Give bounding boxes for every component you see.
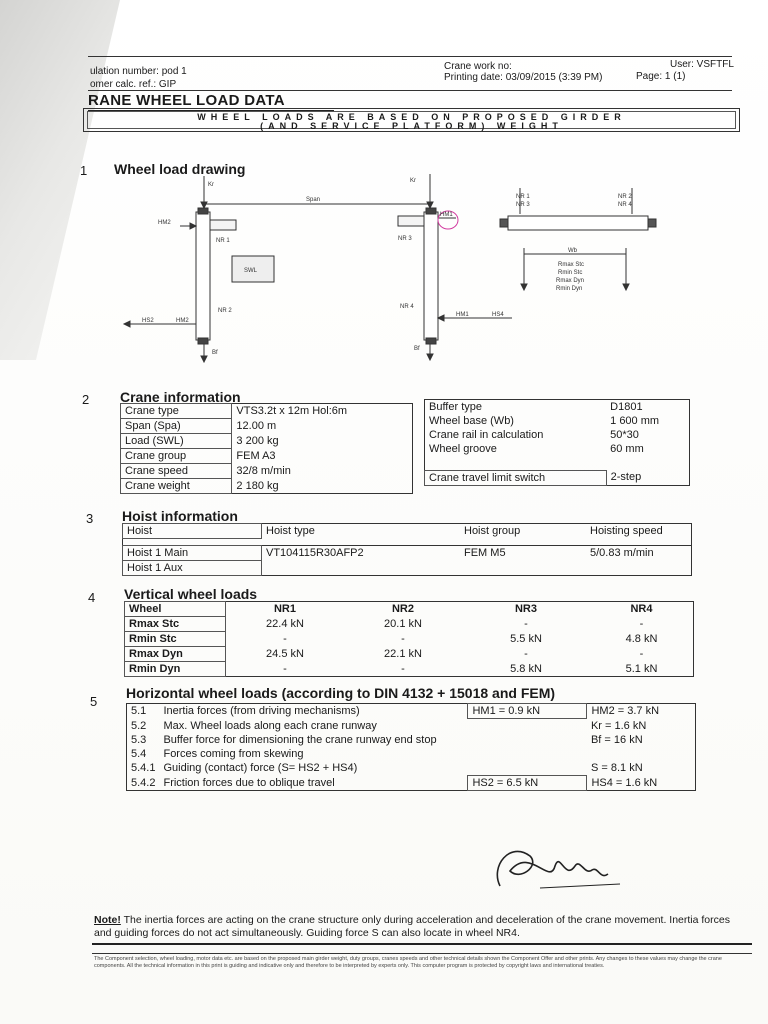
table-row: 5.1 Inertia forces (from driving mechanisms) HM1 = 0.9 kN HM2 = 3.7 kN [131, 705, 660, 718]
section-2-number: 2 [82, 392, 90, 407]
table-row: 5.3 Buffer force for dimensioning the crane runway end stop Bf = 16 kN [131, 734, 643, 746]
side-label-nr2: NR 2 [618, 194, 632, 200]
label-hs2: HS2 [142, 318, 154, 324]
hoist-info-table [122, 523, 692, 576]
table-row: Buffer type D1801 [429, 401, 643, 413]
table-row: Crane speed 32/8 m/min [121, 464, 413, 479]
label-rmax-dyn: Rmax Dyn [556, 278, 585, 284]
section-2-title: Crane information [120, 389, 241, 405]
section-4-number: 4 [88, 590, 96, 605]
label-hm2: HM2 [158, 220, 171, 226]
section-4-title: Vertical wheel loads [124, 586, 258, 602]
table-row: Hoist 1 Main VT104115R30AFP2 FEM M5 5/0.83 m/min [123, 546, 692, 561]
table-row: Rmin Dyn - - 5.8 kN 5.1 kN [125, 662, 694, 677]
section-1-title: Wheel load drawing [114, 161, 246, 177]
label-bf-right: Bf [414, 346, 420, 352]
section-5-number: 5 [90, 694, 98, 709]
label-rmax-stc: Rmax Stc [558, 262, 585, 268]
printing-date: Printing date: 03/09/2015 (3:39 PM) [444, 72, 603, 83]
crane-work-no: Crane work no: [444, 61, 512, 72]
banner-line-1: WHEEL LOADS ARE BASED ON PROPOSED GIRDER [197, 112, 626, 122]
table-header-row: Hoist Hoist type Hoist group Hoisting speed [123, 524, 692, 539]
page-number: Page: 1 (1) [636, 71, 686, 82]
fine-print: The Component selection, wheel loading, motor data etc. are based on the proposed main girder weight, duty groups, cranes speeds and other technical details shown the Component Offer and other prints. Any changes to these values may change the crane components. All the technical information in this print is guiding and indicative only and therefore to be interpreted by experts only. This computer program is protected by copyright laws and international treaties. [94, 956, 722, 969]
label-kr-left: Kr [208, 182, 214, 188]
side-view-carriage [508, 216, 648, 230]
table-row: Wheel base (Wb) 1 600 mm [429, 415, 660, 427]
label-nr2: NR 2 [218, 308, 232, 314]
crane-info-left-table [120, 403, 413, 494]
table-row: Crane group FEM A3 [121, 449, 413, 464]
banner-box [83, 108, 740, 132]
header-top-rule [88, 56, 732, 57]
table-row: Rmin Stc - - 5.5 kN 4.8 kN [125, 632, 694, 647]
customer-ref: omer calc. ref.: GIP [90, 79, 177, 90]
label-hm1-bottom: HM1 [456, 312, 469, 318]
footer-rule-2 [92, 953, 752, 954]
side-label-nr1: NR 1 [516, 194, 530, 200]
label-rmin-stc: Rmin Stc [558, 270, 583, 276]
document-title: RANE WHEEL LOAD DATA [88, 92, 285, 109]
header-bottom-rule [88, 90, 732, 91]
label-rmin-dyn: Rmin Dyn [556, 286, 583, 292]
note-body: The inertia forces are acting on the crane structure only during acceleration and deceleration of the crane movement. Inertia forces and guiding forces do not act simultaneously. Guiding force S can also locate in wheel NR4. [94, 914, 730, 939]
section-5-title: Horizontal wheel loads (according to DIN 4132 + 15018 and FEM) [126, 685, 556, 701]
label-swl: SWL [244, 268, 258, 274]
table-row: Crane rail in calculation 50*30 [429, 429, 639, 441]
section-3-title: Hoist information [122, 508, 238, 524]
table-row: 5.4.2 Friction forces due to oblique travel HS2 = 6.5 kN HS4 = 1.6 kN [131, 776, 658, 789]
table-row: 5.4.1 Guiding (contact) force (S= HS2 + HS4) S = 8.1 kN [131, 762, 643, 775]
folded-corner [0, 0, 120, 360]
label-kr-right: Kr [410, 178, 416, 184]
wheel-load-drawing [120, 168, 680, 363]
table-row: 5.2 Max. Wheel loads along each crane runway Kr = 1.6 kN [131, 719, 647, 732]
section-3-number: 3 [86, 511, 94, 526]
label-hm1: HM1 [440, 212, 453, 218]
table-row: Hoist 1 Aux [123, 561, 692, 576]
table-row: Rmax Dyn 24.5 kN 22.1 kN - - [125, 647, 694, 662]
left-end-carriage [196, 212, 210, 340]
label-wb: Wb [568, 248, 577, 254]
table-row: Crane travel limit switch 2-step [425, 470, 690, 485]
table-row: Crane weight 2 180 kg [121, 479, 413, 494]
crane-info-right-table [424, 399, 690, 486]
table-row: 5.4 Forces coming from skewing [131, 748, 304, 760]
label-nr3: NR 3 [398, 236, 412, 242]
table-row: Rmax Stc 22.4 kN 20.1 kN - - [125, 617, 694, 632]
note-text [94, 914, 734, 940]
table-row: Crane type VTS3.2t x 12m Hol:6m [121, 404, 413, 419]
side-label-nr4: NR 4 [618, 202, 632, 208]
table-row: Load (SWL) 3 200 kg [121, 434, 413, 449]
table-row: Span (Spa) 12.00 m [121, 419, 413, 434]
banner-line-2: (AND SERVICE PLATFORM) WEIGHT [260, 121, 563, 131]
horizontal-loads-table [126, 703, 696, 791]
note-label: Note! [94, 914, 121, 926]
side-label-nr3: NR 3 [516, 202, 530, 208]
label-span: Span [306, 197, 321, 203]
label-hm2-bottom: HM2 [176, 318, 189, 324]
section-1-number: 1 [80, 163, 88, 178]
table-row: Wheel groove 60 mm [429, 443, 644, 455]
calc-number: ulation number: pod 1 [90, 66, 187, 77]
right-end-carriage [424, 212, 438, 340]
signature [480, 836, 630, 896]
footer-rule [92, 943, 752, 945]
user-name: User: VSFTFL [670, 59, 734, 70]
label-nr1: NR 1 [216, 238, 230, 244]
vertical-loads-table [124, 601, 694, 677]
label-hs4: HS4 [492, 312, 504, 318]
label-nr4: NR 4 [400, 304, 414, 310]
label-bf-left: Bf [212, 350, 218, 356]
table-header-row: Wheel NR1 NR2 NR3 NR4 [125, 602, 694, 617]
